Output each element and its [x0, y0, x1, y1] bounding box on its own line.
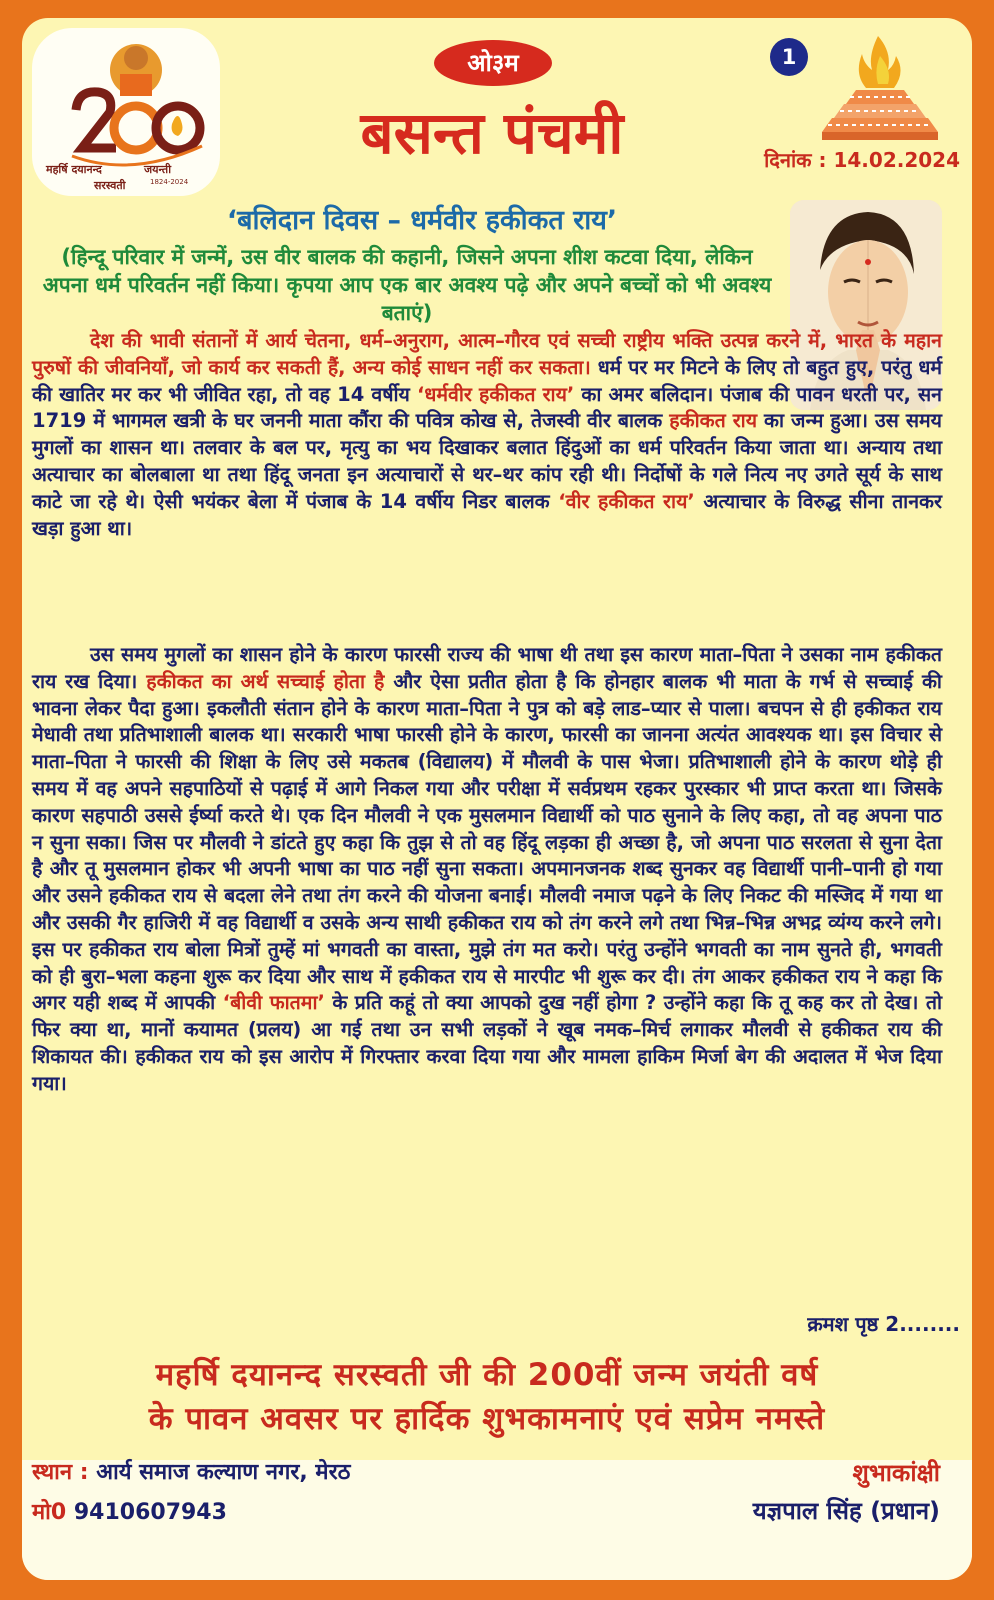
subtitle: ‘बलिदान दिवस – धर्मवीर हकीकत राय’: [226, 205, 618, 236]
logo-text-saraswati: सरस्वती: [94, 179, 126, 192]
phone-value: 9410607943: [73, 1500, 227, 1525]
page-title: बसन्त पंचमी: [360, 99, 624, 167]
phone-label: मो0: [32, 1500, 67, 1525]
paragraph-2-text-c: के प्रति कहूं तो क्या आपको दुख नहीं होगा ? उन्होंने कहा कि तू कह कर तो देख। तो फिर क्या था, मानों कयामत (प्रलय) आ गई तथा उन सभी लड़कों ने खूब नमक–मिर्च लगाकर मौलवी से हकीकत राय की शिकायत की। हकीकत राय को इस आरोप में गिरफ्तार करवा दिया गया और मामला हाकिम मिर्जा बेग की अदालत में भेज दिया गया।: [32, 991, 943, 1095]
place: [32, 1456, 350, 1486]
logo-text-jayanti: जयन्ती: [144, 163, 172, 176]
om-badge: ओ३म: [434, 40, 552, 86]
anniversary-logo: [32, 28, 220, 196]
poster: [22, 18, 972, 1580]
greeting-banner: [32, 1353, 942, 1441]
paragraph-1-text-c: का जन्म हुआ। उस समय मुगलों का शासन था। तलवार के बल पर, मृत्यु का भय दिखाकर बलात हिंदुओं का धर्म परिवर्तन किया जाता था। अन्याय तथा अत्याचार का बोलबाला था तथा हिंदू जनता इन अत्याचारों से थर–थर कांप रही थी। निर्दोषों के गले नित्य नए उगते सूर्य के साथ काटे जा रहे थे। ऐसी भयंकर बेला में पंजाब के 14 वर्षीय निडर बालक: [32, 409, 942, 513]
greeting-line-2: के पावन अवसर पर हार्दिक शुभकामनाएं एवं सप्रेम नमस्ते: [148, 1401, 826, 1437]
date-label: दिनांक :: [764, 148, 827, 172]
paragraph-1-text-d: अत्याचार के विरुद्ध सीना तानकर खड़ा हुआ था।: [32, 489, 943, 540]
paragraph-2-text-a: उस समय मुगलों का शासन होने के कारण फारसी राज्य की भाषा थी तथा इस कारण माता–पिता ने उसका नाम हकीकत राय रख दिया।: [32, 643, 942, 693]
paragraph-2: [32, 642, 942, 1098]
logo-text-years: 1824-2024: [150, 178, 189, 186]
paragraph-1: [32, 328, 942, 542]
president-name: यज्ञपाल सिंह (प्रधान): [752, 1497, 940, 1525]
highlight-fatima: ‘बीवी फातमा’: [222, 991, 325, 1015]
intro-text: (हिन्दू परिवार में जन्में, उस वीर बालक की कहानी, जिसने अपना शीश कटवा दिया, लेकिन अपना धर्म परिवर्तन नहीं किया। कृपया आप एक बार अवश्य पढ़े और अपने बच्चों को भी अवश्य बताएं): [42, 245, 772, 325]
highlight-name-1: ‘धर्मवीर हकीकत राय’: [416, 382, 575, 406]
continued-note: क्रमश पृष्ठ 2........: [807, 1312, 960, 1336]
highlight-name-2: हकीकत राय: [669, 409, 758, 433]
paragraph-1-text-b: का अमर बलिदान। पंजाब की पावन धरती पर, सन 1719 में भागमल खत्री के घर जननी माता कौंरा की पवित्र कोख से, तेजस्वी वीर बालक: [32, 382, 942, 433]
page-number-badge: 1: [770, 38, 808, 76]
date-value: 14.02.2024: [833, 148, 960, 172]
havan-kund-icon: [810, 26, 950, 146]
date: [764, 146, 960, 173]
paragraph-1-text-a: धर्म पर मर मिटने के लिए तो बहुत हुए, परंतु धर्म की खातिर मर कर भी जीवित रहा, तो वह 14 वर्षीय: [32, 355, 942, 406]
paragraph-2-text-b: और ऐसा प्रतीत होता है कि होनहार बालक भी माता के गर्भ से सच्चाई की भावना लेकर पैदा हुआ। इकलौती संतान होने के कारण माता–पिता ने पुत्र को बड़े लाड–प्यार से पाला। बचपन से ही हकीकत राय मेधावी तथा प्रतिभाशाली बालक था। सरकारी भाषा फारसी होने के कारण, फारसी का जानना अत्यंत आवश्यक था। इस विचार से माता–पिता ने फारसी की शिक्षा के लिए उसे मकतब (विद्यालय) में मौलवी के पास भेजा। प्रतिभाशाली होने के कारण थोड़े ही समय में वह अपने सहपाठियों से पढ़ाई में आगे निकल गया और परीक्षा में सर्वप्रथम रहकर पुरस्कार भी प्राप्त करता था। जिसके कारण सहपाठी उससे ईर्ष्या करते थे। एक दिन मौलवी ने एक मुसलमान विद्यार्थी को पाठ सुनाने के लिए कहा, तो वह अपना पाठ न सुना सका। जिस पर मौलवी ने डांटते हुए कहा कि तुझ से तो वह हिंदू लड़का ही अच्छा है, जो अपना पाठ सरलता से सुना देता है और तू मुसलमान होकर भी अपनी भाषा का पाठ नहीं सुना सकता। अपमानजनक शब्द सुनकर वह विद्यार्थी पानी–पानी हो गया और उसने हकीकत राय से बदला लेने तथा तंग करने की योजना बनाई। मौलवी नमाज पढ़ने के लिए निकट की मस्जिद में गया था और उसकी गैर हाजिरी में वह विद्यार्थी व उसके अन्य साथी हकीकत राय को तंग करने लगे तथा भिन्न–भिन्न अभद्र व्यंग्य करने लगे। इस पर हकीकत राय बोला मित्रों तुम्हें मां भगवती का वास्ता, मुझे तंग मत करो। परंतु उन्होंने भगवती का नाम सुनते ही, भगवती को ही बुरा–भला कहना शुरू कर दिया और साथ में हकीकत राय से मारपीट भी शुरू कर दी। तंग आकर हकीकत राय ने कहा कि अगर यही शब्द में आपकी: [32, 669, 942, 1015]
highlight-meaning: हकीकत का अर्थ सच्चाई होता है: [146, 669, 385, 693]
highlight-name-3: ‘वीर हकीकत राय’: [558, 489, 695, 513]
place-value: आर्य समाज कल्याण नगर, मेरठ: [96, 1460, 351, 1485]
logo-text-name: महर्षि दयानन्द: [46, 163, 102, 176]
place-label: स्थान :: [32, 1460, 89, 1485]
paragraph-1-intro: देश की भावी संतानों में आर्य चेतना, धर्म–अनुराग, आत्म–गौरव एवं सच्ची राष्ट्रीय भक्ति उत्पन्न करने में, भारत के महान पुरुषों की जीवनियाँ, जो कार्य कर सकती हैं, अन्य कोई साधन नहीं कर सकता।: [32, 329, 942, 379]
greeting-line-1: महर्षि दयानन्द सरस्वती जी की 200वीं जन्म जयंती वर्ष: [155, 1357, 819, 1393]
phone: [32, 1496, 227, 1526]
well-wisher-label: शुभाकांक्षी: [852, 1459, 940, 1487]
